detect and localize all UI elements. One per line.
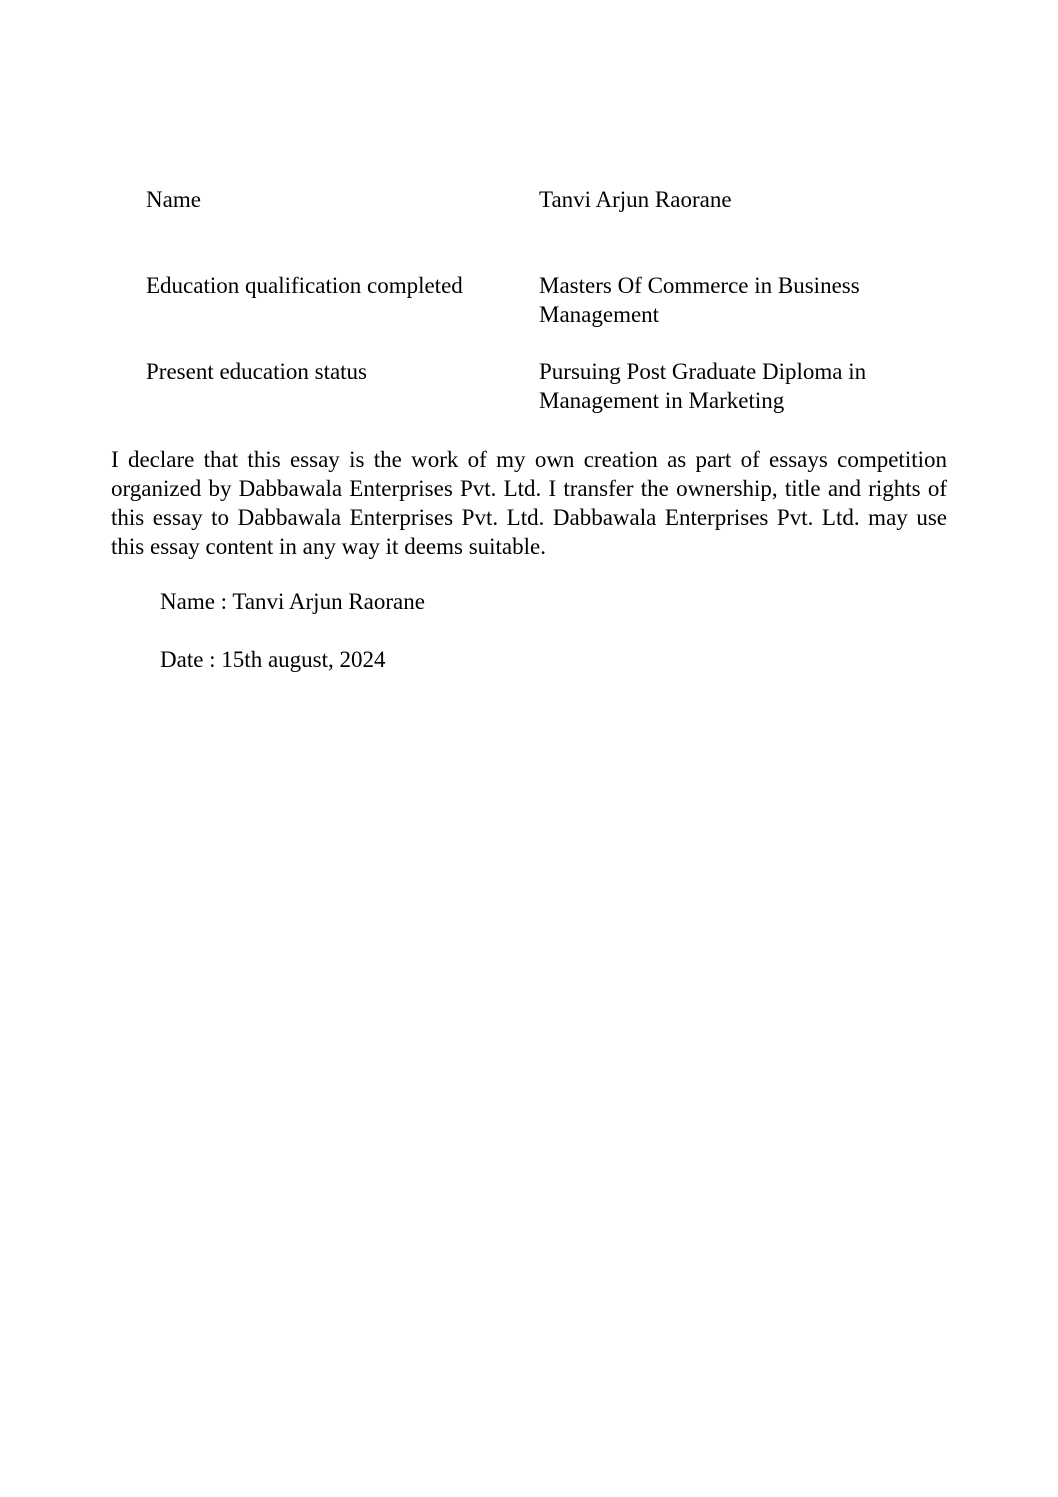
signature-date: Date : 15th august, 2024 [160,647,386,672]
details-label: Education qualification completed [146,273,463,298]
details-value: Tanvi Arjun Raorane [539,187,732,212]
details-label: Name [146,187,201,212]
declaration-paragraph: I declare that this essay is the work of my own creation as part of essays competition organized by Dabbawala Enterprises Pvt. Ltd. I transfer the ownership, title and rights of this essay to Dabbawala Enterprises Pvt. Ltd. Dabbawala Enterprises Pvt. Ltd. may use this essay content in any way it deems suitable. [111,447,947,559]
details-label: Present education status [146,359,368,384]
signature-name: Name : Tanvi Arjun Raorane [160,589,425,614]
details-value: Pursuing Post Graduate Diploma in Management in Marketing [539,359,867,413]
details-value: Masters Of Commerce in Business Management [539,273,860,327]
